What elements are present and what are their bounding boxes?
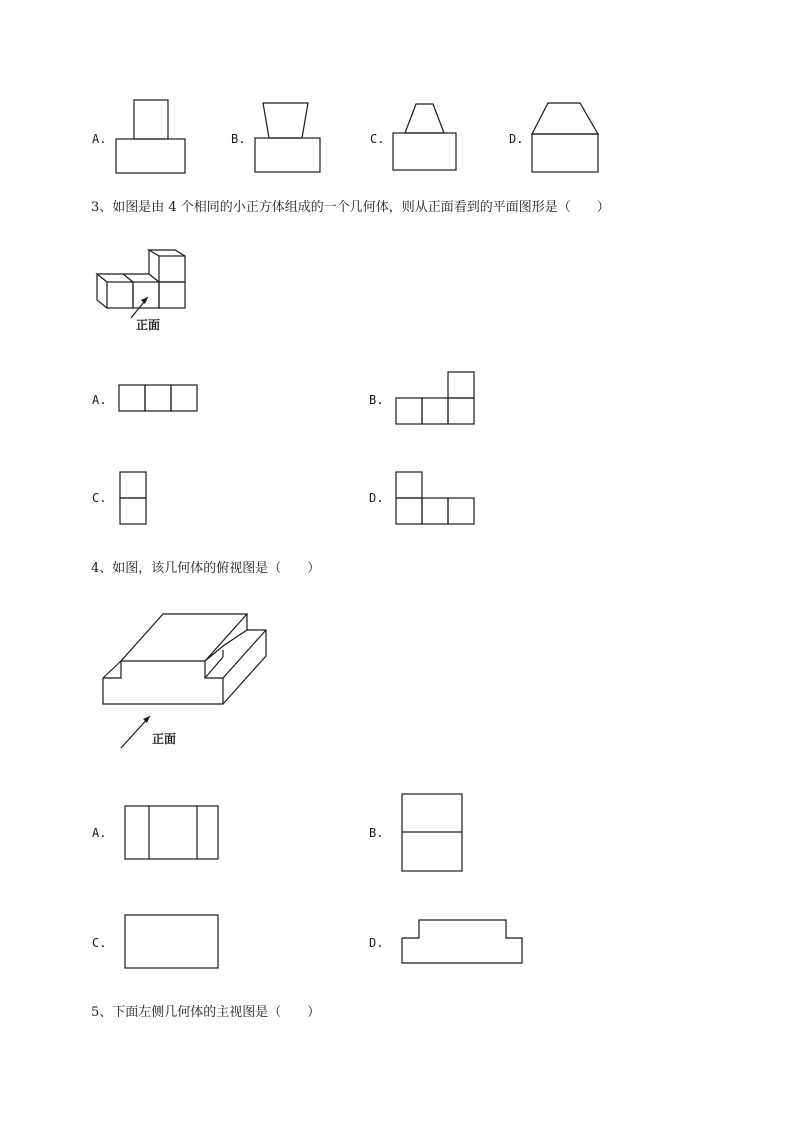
- q5-question-text: 5、下面左侧几何体的主视图是（ ）: [91, 1005, 321, 1020]
- q4-question-text: 4、如图，该几何体的俯视图是（ ）: [91, 561, 321, 576]
- q2-option-d-label: D.: [509, 132, 524, 146]
- q4-option-a-label: A.: [92, 826, 107, 840]
- q4-option-b-label: B.: [369, 826, 384, 840]
- q4-front-label: 正面: [152, 732, 177, 746]
- q2-option-c-label: C.: [370, 132, 385, 146]
- q3-option-b-label: B.: [369, 393, 384, 407]
- q3-option-d-label: D.: [369, 491, 384, 505]
- q3-question-text: 3、如图是由 4 个相同的小正方体组成的一个几何体，则从正面看到的平面图形是（ ）: [91, 200, 610, 215]
- q2-option-b-label: B.: [231, 132, 246, 146]
- q4-option-d-label: D.: [369, 936, 384, 950]
- q3-option-a-label: A.: [92, 393, 107, 407]
- q2-option-a-label: A.: [92, 132, 107, 146]
- q3-front-label: 正面: [136, 318, 161, 332]
- q3-option-c-label: C.: [92, 491, 107, 505]
- q4-option-c-label: C.: [92, 936, 107, 950]
